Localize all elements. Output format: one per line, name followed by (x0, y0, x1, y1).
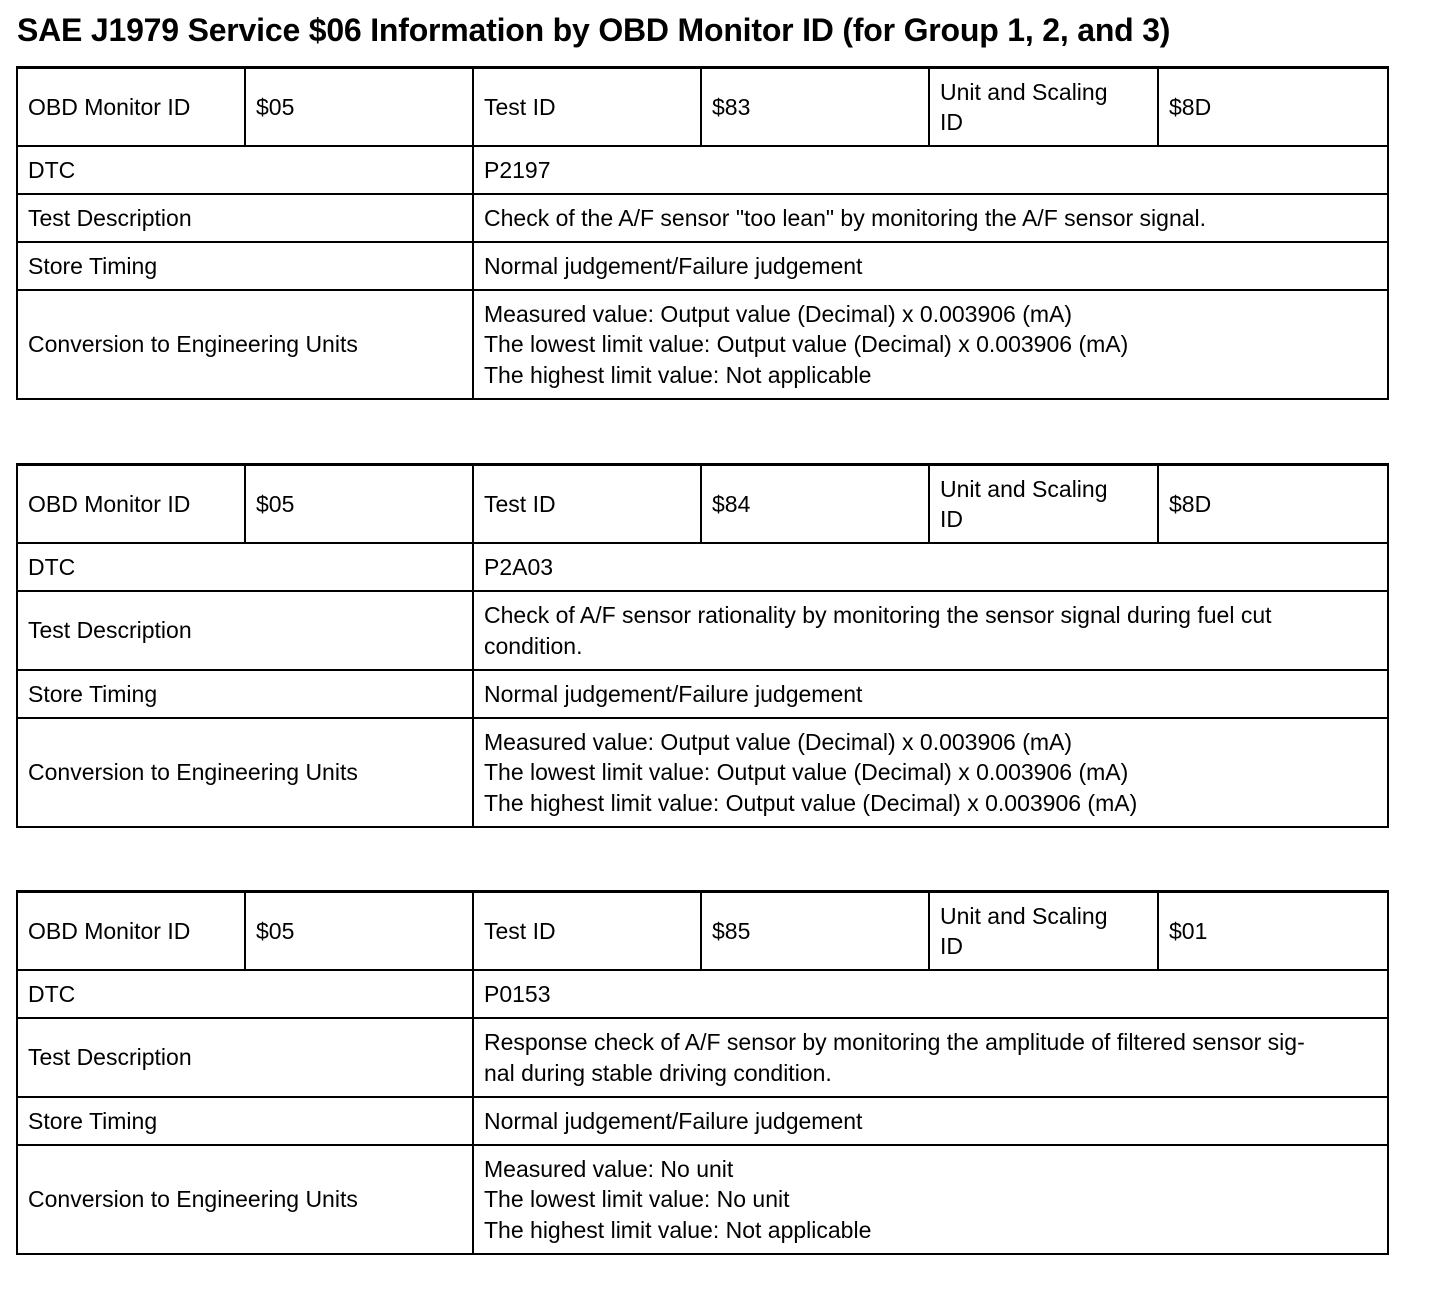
conversion-row (17, 290, 1388, 399)
monitor-table (16, 463, 1389, 828)
test-id-label: Test ID (473, 892, 701, 971)
conversion-row (17, 718, 1388, 827)
test-id-value: $84 (701, 465, 929, 544)
unit-scaling-id-value: $8D (1158, 465, 1388, 544)
conversion-row (17, 1145, 1388, 1254)
dtc-label: DTC (17, 543, 473, 591)
store-timing-row (17, 670, 1388, 718)
id-row (17, 892, 1388, 971)
monitor-id-label: OBD Monitor ID (17, 465, 245, 544)
test-description-label: Test Description (17, 1018, 473, 1097)
test-id-value: $83 (701, 68, 929, 147)
test-description-value: Response check of A/F sensor by monitoring the amplitude of filtered sensor sig- nal during stable driving condition. (473, 1018, 1388, 1097)
dtc-label: DTC (17, 970, 473, 1018)
store-timing-value: Normal judgement/Failure judgement (473, 1097, 1388, 1145)
test-id-value: $85 (701, 892, 929, 971)
dtc-value: P2A03 (473, 543, 1388, 591)
monitor-table (16, 890, 1389, 1255)
test-id-label: Test ID (473, 465, 701, 544)
unit-scaling-id-value: $01 (1158, 892, 1388, 971)
conversion-label: Conversion to Engineering Units (17, 1145, 473, 1254)
unit-scaling-id-label: Unit and Scaling ID (929, 68, 1158, 147)
store-timing-label: Store Timing (17, 1097, 473, 1145)
dtc-row (17, 970, 1388, 1018)
conversion-value: Measured value: Output value (Decimal) x 0.003906 (mA) The lowest limit value: Output value (Decimal) x 0.003906 (mA) The highest limit value: Output value (Decimal) x 0.003906 (mA) (473, 718, 1388, 827)
unit-scaling-id-label: Unit and Scaling ID (929, 465, 1158, 544)
store-timing-value: Normal judgement/Failure judgement (473, 670, 1388, 718)
store-timing-row (17, 1097, 1388, 1145)
test-description-value: Check of A/F sensor rationality by monitoring the sensor signal during fuel cut condition. (473, 591, 1388, 670)
id-row (17, 465, 1388, 544)
test-description-value: Check of the A/F sensor "too lean" by monitoring the A/F sensor signal. (473, 194, 1388, 242)
dtc-value: P0153 (473, 970, 1388, 1018)
store-timing-row (17, 242, 1388, 290)
monitor-id-value: $05 (245, 68, 473, 147)
monitor-id-label: OBD Monitor ID (17, 68, 245, 147)
conversion-value: Measured value: No unit The lowest limit value: No unit The highest limit value: Not applicable (473, 1145, 1388, 1254)
dtc-row (17, 146, 1388, 194)
unit-scaling-id-value: $8D (1158, 68, 1388, 147)
conversion-value: Measured value: Output value (Decimal) x 0.003906 (mA) The lowest limit value: Output value (Decimal) x 0.003906 (mA) The highest limit value: Not applicable (473, 290, 1388, 399)
id-row (17, 68, 1388, 147)
test-description-row (17, 1018, 1388, 1097)
test-id-label: Test ID (473, 68, 701, 147)
dtc-row (17, 543, 1388, 591)
monitor-table (16, 66, 1389, 400)
test-description-row (17, 194, 1388, 242)
monitor-id-label: OBD Monitor ID (17, 892, 245, 971)
store-timing-label: Store Timing (17, 242, 473, 290)
page-title: SAE J1979 Service $06 Information by OBD Monitor ID (for Group 1, 2, and 3) (17, 12, 1171, 48)
dtc-value: P2197 (473, 146, 1388, 194)
conversion-label: Conversion to Engineering Units (17, 290, 473, 399)
store-timing-value: Normal judgement/Failure judgement (473, 242, 1388, 290)
test-description-label: Test Description (17, 194, 473, 242)
dtc-label: DTC (17, 146, 473, 194)
test-description-label: Test Description (17, 591, 473, 670)
monitor-id-value: $05 (245, 892, 473, 971)
conversion-label: Conversion to Engineering Units (17, 718, 473, 827)
monitor-id-value: $05 (245, 465, 473, 544)
store-timing-label: Store Timing (17, 670, 473, 718)
test-description-row (17, 591, 1388, 670)
unit-scaling-id-label: Unit and Scaling ID (929, 892, 1158, 971)
